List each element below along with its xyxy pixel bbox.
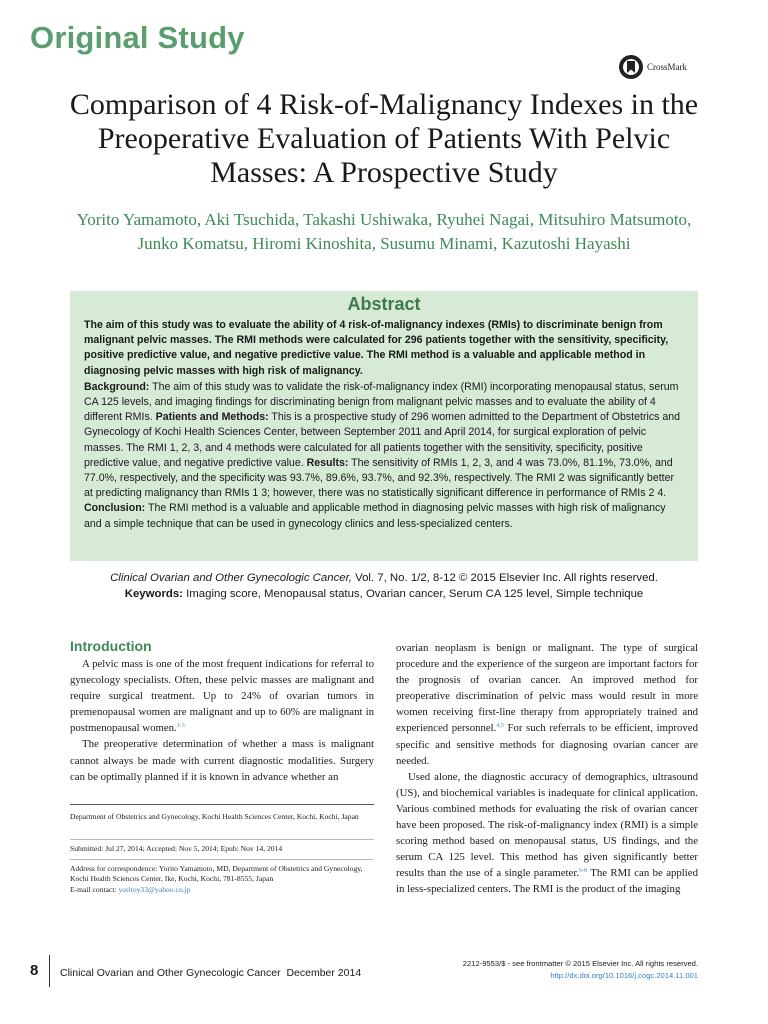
reference-link[interactable]: 6-8 — [579, 868, 588, 875]
intro-text: Used alone, the diagnostic accuracy of demographics, ultrasound (US), and biochemical variables is inadequate for clinical application. Various combined methods for evaluating the risk of ovarian cancer have been proposed. The risk-of-malignancy index (RMI) is a simple scoring method based on menopausal status, US findings, and the serum CA 125 level. This method has given significantly better results than the use of a single parameter. — [396, 770, 698, 880]
intro-paragraph — [70, 656, 374, 736]
intro-text: For such referrals to be efficient, improved specific and sensitive methods for diagnosing ovarian cancer are needed. — [396, 722, 698, 767]
intro-text: A pelvic mass is one of the most frequent indications for referral to gynecology specialists. Often, these pelvic masses are malignant and require surgical treatment. Up to 24% of ovarian tumors in premenopausal women are malignant and up to 60% are malignant in postmenopausal women. — [70, 658, 374, 735]
intro-paragraph — [396, 769, 698, 898]
background-text: The aim of this study was to validate the risk-of-malignancy index (RMI) incorporating menopausal status, serum CA 125 levels, and imaging findings for discriminating benign from malignant pelvic masses and to evaluate the ability of 4 different RMIs. — [84, 380, 679, 424]
crossmark-icon — [618, 54, 644, 80]
correspondence-note — [70, 864, 374, 895]
conclusion-label: Conclusion: — [84, 502, 146, 515]
right-column — [396, 640, 698, 898]
section-label: Original Study — [30, 20, 245, 55]
reference-link[interactable]: 4,5 — [496, 723, 504, 730]
introduction-heading: Introduction — [70, 638, 152, 654]
results-label: Results: — [306, 456, 349, 469]
page-number: 8 — [30, 962, 39, 979]
keywords-line — [70, 586, 698, 602]
crossmark-badge[interactable] — [618, 54, 687, 80]
abstract-summary: The aim of this study was to evaluate the ability of 4 risk-of-malignancy indexes (RMIs) to discriminate benign from malignant pelvic masses. The RMI methods were calculated for 296 patients together with the sensitivity, specificity, positive predictive value, and negative predictive value. The RMI method is a valuable and applicable method in diagnosing pelvic masses with high risk of malignancy. — [84, 319, 669, 377]
author-list: Yorito Yamamoto, Aki Tsuchida, Takashi Ushiwaka, Ryuhei Nagai, Mitsuhiro Matsumoto, Junko Komatsu, Hiromi Kinoshita, Susumu Minami, Kazutoshi Hayashi — [76, 210, 692, 253]
methods-label: Patients and Methods: — [155, 411, 269, 424]
abstract-body — [84, 380, 684, 532]
footer-date: December 2014 — [286, 967, 362, 979]
email-label: E-mail contact: — [70, 884, 119, 894]
intro-text: ovarian neoplasm is benign or malignant. The type of surgical procedure and the experience of the surgeon are important factors for the prognosis of ovarian cancer. An improved method for preoperative discrimination of pelvic mass would result in more women receiving first-line therapy from appropriately trained and experienced personnel. — [396, 642, 698, 735]
left-column — [70, 656, 374, 785]
affiliation-note: Department of Obstetrics and Gynecology, Kochi Health Sciences Center, Kochi, Kochi, Japan — [70, 812, 359, 821]
article-title: Comparison of 4 Risk-of-Malignancy Indexes in the Preoperative Evaluation of Patients With Pelvic Masses: A Prospective Study — [69, 88, 699, 189]
abstract-box — [70, 291, 698, 561]
citation-details: Vol. 7, No. 1/2, 8-12 © 2015 Elsevier Inc. All rights reserved. — [351, 572, 658, 584]
footnote-divider — [70, 859, 374, 860]
methods-text: This is a prospective study of 296 women admitted to the Department of Obstetrics and Gynecology of Kochi Health Sciences Center, between September 2011 and April 2014, for surgical exploration of pelvic masses. The RMI 1, 2, 3, and 4 methods were calculated for all patients together with the sensitivity, specificity, positive predictive value, and negative predictive value. — [84, 411, 681, 469]
submission-dates: Submitted: Jul 27, 2014; Accepted: Nov 5, 2014; Epub: Nov 14, 2014 — [70, 844, 283, 853]
citation-journal: Clinical Ovarian and Other Gynecologic Cancer, — [110, 572, 352, 584]
intro-paragraph: The preoperative determination of whether a mass is malignant cannot always be made with current diagnostic modalities. Surgery can be optimally planned if it is known in advance whether an — [70, 738, 374, 783]
results-text: The sensitivity of RMIs 1, 2, 3, and 4 was 73.0%, 81.1%, 73.0%, and 77.0%, respectively, and the specificity was 93.7%, 89.6%, 93.7%, and 92.3%, respectively. The RMI 2 was significantly better at predicting malignancy than RMIs 1 3; however, there was no statistically significant difference in performance of RMIs 2 4. — [84, 456, 675, 500]
abstract-heading: Abstract — [347, 294, 421, 314]
copyright-block — [463, 958, 698, 982]
footnote-divider — [70, 839, 374, 840]
keywords-text: Imaging score, Menopausal status, Ovarian cancer, Serum CA 125 level, Simple technique — [182, 588, 644, 600]
email-link[interactable]: yoritoy33@yahoo.co.jp — [118, 884, 191, 894]
intro-paragraph — [396, 640, 698, 769]
issn-line: 2212-9553/$ - see frontmatter © 2015 Elsevier Inc. All rights reserved. — [462, 959, 698, 968]
citation-line — [70, 570, 698, 586]
keywords-label: Keywords: — [124, 588, 183, 600]
crossmark-label: CrossMark — [647, 62, 687, 72]
journal-footer — [60, 967, 361, 979]
footnote-divider — [70, 804, 374, 805]
footer-journal: Clinical Ovarian and Other Gynecologic Cancer — [60, 967, 281, 979]
doi-link[interactable]: http://dx.doi.org/10.1016/j.cogc.2014.11.001 — [550, 971, 698, 980]
reference-link[interactable]: 1-3 — [176, 723, 185, 730]
intro-text: The RMI can be applied in less-specialized centers. The RMI is the product of the imaging — [396, 867, 698, 896]
conclusion-text: The RMI method is a valuable and applicable method in diagnosing pelvic masses with high risk of malignancy and a simple technique that can be used in gynecology clinics and less-specialized centers. — [84, 502, 666, 530]
background-label: Background: — [84, 380, 150, 393]
correspondence-address: Address for correspondence: Yorito Yamamoto, MD, Department of Obstetrics and Gynecology, Kochi Health Sciences Center, Ike, Kochi, Kochi, 781-8555, Japan — [70, 864, 363, 884]
footer-divider — [49, 955, 50, 987]
